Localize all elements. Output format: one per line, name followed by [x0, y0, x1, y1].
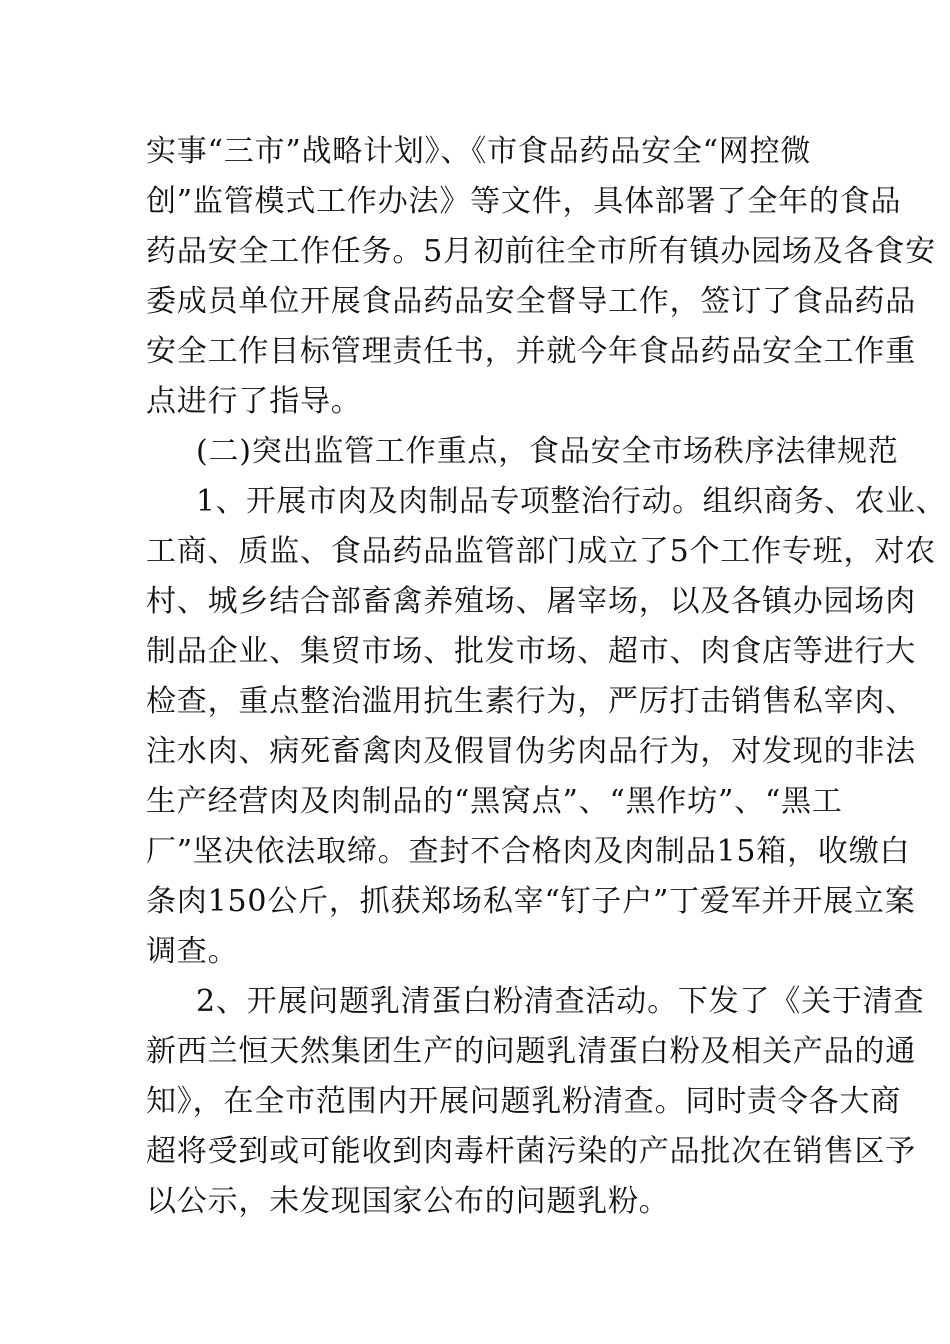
text-line: 创”监管模式工作办法》等文件，具体部署了全年的食品	[146, 184, 902, 219]
text-line: 制品企业、集贸市场、批发市场、超市、肉食店等进行大	[146, 634, 916, 669]
text-line: 注水肉、病死畜禽肉及假冒伪劣肉品行为，对发现的非法	[146, 734, 916, 769]
text-line: 委成员单位开展食品药品安全督导工作，签订了食品药品	[146, 284, 916, 319]
text-line: 厂”坚决依法取缔。查封不合格肉及肉制品15箱，收缴白	[146, 834, 911, 869]
section-heading: (二)突出监管工作重点，食品安全市场秩序法律规范	[196, 434, 899, 469]
text-line: 点进行了指导。	[146, 384, 362, 419]
text-line: 超将受到或可能收到肉毒杆菌污染的产品批次在销售区予	[146, 1134, 916, 1169]
text-line: 2、开展问题乳清蛋白粉清查活动。下发了《关于清查	[196, 984, 925, 1019]
text-line: 生产经营肉及肉制品的“黑窝点”、“黑作坊”、“黑工	[146, 784, 843, 819]
text-line: 以公示，未发现国家公布的问题乳粉。	[146, 1184, 670, 1219]
text-line: 安全工作目标管理责任书，并就今年食品药品安全工作重	[146, 334, 916, 369]
text-line: 药品安全工作任务。5月初前往全市所有镇办园场及各食安	[146, 234, 936, 269]
text-line: 实事“三市”战略计划》、《市食品药品安全“网控微	[146, 134, 812, 169]
text-line: 新西兰恒天然集团生产的问题乳清蛋白粉及相关产品的通	[146, 1034, 916, 1069]
text-line: 知》，在全市范围内开展问题乳粉清查。同时责令各大商	[146, 1084, 901, 1119]
text-line: 工商、质监、食品药品监管部门成立了5个工作专班，对农	[146, 534, 936, 569]
text-line: 村、城乡结合部畜禽养殖场、屠宰场，以及各镇办园场肉	[146, 584, 916, 619]
text-line: 检查，重点整治滥用抗生素行为，严厉打击销售私宰肉、	[146, 684, 916, 719]
text-line: 调查。	[146, 934, 239, 969]
text-line: 1、开展市肉及肉制品专项整治行动。组织商务、农业、	[196, 484, 947, 519]
text-line: 条肉150公斤，抓获郑场私宰“钉子户”丁爱军并开展立案	[146, 884, 916, 919]
